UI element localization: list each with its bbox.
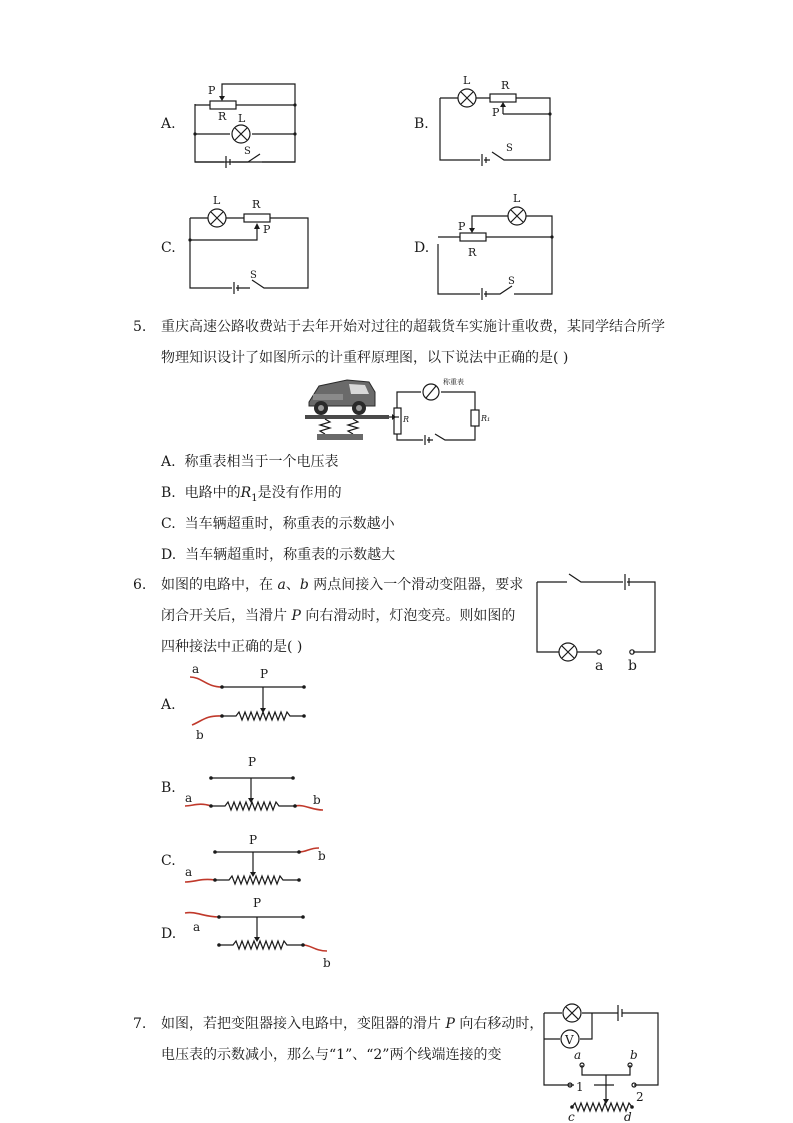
q6-option-a-label: A.	[161, 697, 176, 713]
q7-voltmeter-label: V	[565, 1033, 574, 1047]
q6-fig-a: a	[595, 658, 604, 674]
svg-text:b: b	[196, 728, 204, 742]
q5-stem-line1: 重庆高速公路收费站于去年开始对过往的超载货车实施计重收费，某同学结合所学	[161, 319, 665, 335]
q4a-S: S	[244, 146, 251, 157]
svg-text:L: L	[463, 74, 471, 87]
q4-circuit-c	[188, 196, 318, 296]
truck-icon	[309, 380, 375, 415]
svg-text:2: 2	[636, 1090, 644, 1104]
svg-text:R: R	[468, 246, 477, 259]
q6-stem-line2: 闭合开关后，当滑片 P 向右滑动时，灯泡变亮。则如图的	[161, 608, 516, 624]
svg-text:R: R	[252, 198, 261, 211]
q4a-P: P	[208, 84, 216, 97]
q5-meter-label: 称重表	[443, 378, 464, 386]
q5-r1-label: R₁	[481, 414, 491, 423]
svg-text:S: S	[506, 143, 513, 154]
q6-stem-line1: 如图的电路中，在 a、b 两点间接入一个滑动变阻器，要求	[161, 577, 524, 593]
q5-option-a[interactable]: A. 称重表相当于一个电压表	[161, 454, 339, 470]
q6-fig-b: b	[628, 658, 637, 674]
svg-text:P: P	[253, 896, 262, 910]
q5-option-b[interactable]: B. 电路中的$R_1$是没有作用的	[161, 485, 342, 504]
q6-rheostat-c	[183, 830, 333, 890]
svg-text:L: L	[513, 192, 521, 205]
q4-circuit-d	[438, 192, 568, 297]
q6-rheostat-b	[183, 752, 333, 822]
q6-option-d-label: D.	[161, 926, 177, 942]
svg-text:P: P	[249, 833, 258, 847]
svg-text:c: c	[568, 1110, 575, 1123]
q7-line2: 电压表的示数减小，那么与“1”、“2”两个线端连接的变	[161, 1047, 502, 1063]
svg-text:S: S	[508, 276, 515, 287]
q6-number: 6.	[133, 577, 147, 593]
q6-rheostat-a	[188, 663, 318, 743]
q4-option-d-label: D.	[414, 240, 430, 256]
q4-option-b-label: B.	[414, 116, 429, 132]
q4a-L: L	[238, 112, 246, 125]
q6-option-c-label: C.	[161, 853, 176, 869]
q5-stem-line2: 物理知识设计了如图所示的计重秤原理图，以下说法中正确的是( )	[161, 350, 569, 366]
q5-number: 5.	[133, 319, 147, 335]
q4-option-c-label: C.	[161, 240, 176, 256]
q7-number: 7.	[133, 1016, 147, 1032]
q4-circuit-a	[190, 78, 310, 168]
svg-text:P: P	[260, 667, 269, 681]
svg-text:d: d	[624, 1110, 632, 1123]
q5-r-label: R	[403, 415, 410, 424]
svg-text:1: 1	[576, 1080, 584, 1094]
svg-text:a: a	[185, 791, 193, 805]
q6-stem-line3: 四种接法中正确的是( )	[161, 639, 303, 655]
q6-rheostat-d	[183, 893, 343, 973]
svg-text:P: P	[492, 106, 500, 119]
svg-text:S: S	[250, 270, 257, 281]
q6-option-b-label: B.	[161, 780, 176, 796]
svg-text:a: a	[192, 662, 200, 676]
q7-circuit	[540, 1003, 665, 1123]
svg-text:b: b	[318, 849, 326, 863]
svg-text:a: a	[185, 865, 193, 879]
q4a-R: R	[218, 110, 227, 123]
q6-main-circuit	[535, 572, 665, 672]
q5-option-d[interactable]: D. 当车辆超重时，称重表的示数越大	[161, 547, 396, 563]
svg-text:P: P	[458, 220, 466, 233]
svg-text:a: a	[574, 1048, 582, 1062]
q4-option-a-label: A.	[161, 116, 176, 132]
q5-option-c[interactable]: C. 当车辆超重时，称重表的示数越小	[161, 516, 395, 532]
q7-line1: 如图，若把变阻器接入电路中，变阻器的滑片 P 向右移动时，	[161, 1016, 544, 1032]
svg-text:b: b	[323, 956, 331, 970]
svg-text:a: a	[193, 920, 201, 934]
q5-scale-figure	[303, 372, 491, 444]
q4-circuit-b	[440, 74, 565, 164]
svg-text:R: R	[501, 79, 510, 92]
svg-text:P: P	[263, 223, 271, 236]
svg-text:L: L	[213, 194, 221, 207]
svg-text:P: P	[248, 755, 257, 769]
svg-text:b: b	[313, 793, 321, 807]
svg-text:b: b	[630, 1048, 638, 1062]
